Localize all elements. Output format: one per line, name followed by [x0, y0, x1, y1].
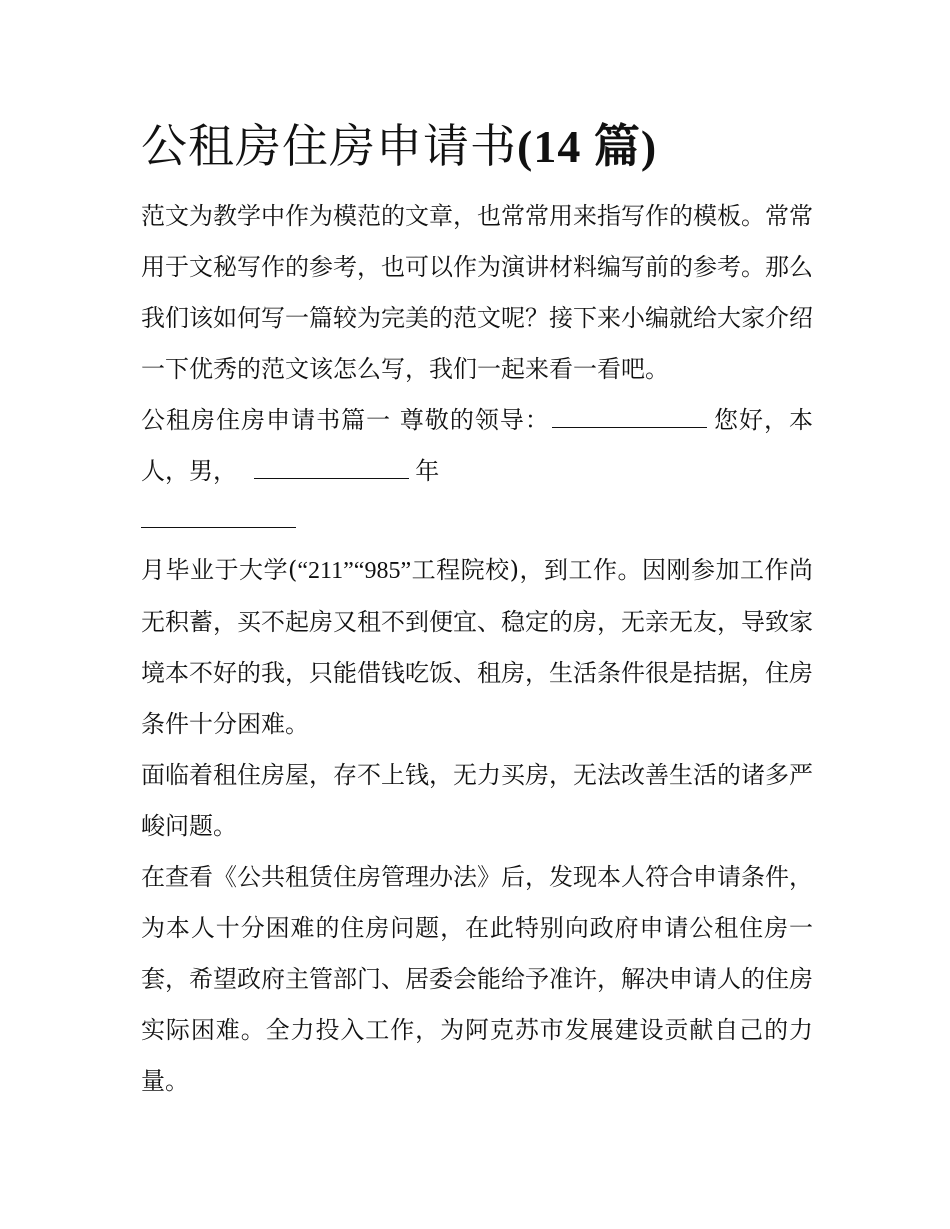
fill-in-blank	[141, 507, 296, 528]
title-main: 公租房住房申请书	[141, 119, 517, 173]
body-paragraph-2: 面临着租住房屋，存不上钱，无力买房，无法改善生活的诸多严峻问题。	[141, 761, 813, 840]
body-paragraph-3: 在查看《公共租赁住房管理办法》后，发现本人符合申请条件，为本人十分困难的住房问题，在此特别向政府申请公租住房一套，希望政府主管部门、居委会能给予准许，解决申请人的住房实际困难。全力投入工作，为阿克苏市发展建设贡献自己的力量。	[141, 863, 813, 1095]
body-paragraph-1	[141, 545, 813, 750]
letter-heading-paragraph	[141, 395, 813, 497]
document-page	[141, 112, 813, 1107]
document-body	[141, 191, 813, 1107]
para-1-text-a: 月毕业于大学(	[141, 556, 298, 584]
fill-in-blank-line	[141, 497, 813, 545]
document-title	[141, 112, 813, 181]
fill-in-blank	[254, 458, 409, 479]
para-1-quoted-tags: “211”“985”	[297, 558, 412, 584]
fill-in-blank	[552, 407, 707, 428]
para-1-text-b: 工程院校)，到工作。因刚参加工作尚无积蓄，买不起房又租不到便宜、稳定的房，无亲无友，导致家境本不好的我，只能借钱吃饭、租房，生活条件很是拮据，住房条件十分困难。	[141, 556, 813, 738]
letter-heading: 公租房住房申请书篇一 尊敬的领导：	[141, 406, 550, 434]
intro-paragraph: 范文为教学中作为模范的文章，也常常用来指写作的模板。常常用于文秘写作的参考，也可以作为演讲材料编写前的参考。那么我们该如何写一篇较为完美的范文呢？接下来小编就给大家介绍一下优秀的范文该怎么写，我们一起来看一看吧。	[141, 202, 813, 383]
letter-greeting: 您好，本人，男，	[141, 406, 813, 485]
title-suffix: (14 篇)	[517, 121, 658, 172]
year-label: 年	[415, 457, 440, 485]
